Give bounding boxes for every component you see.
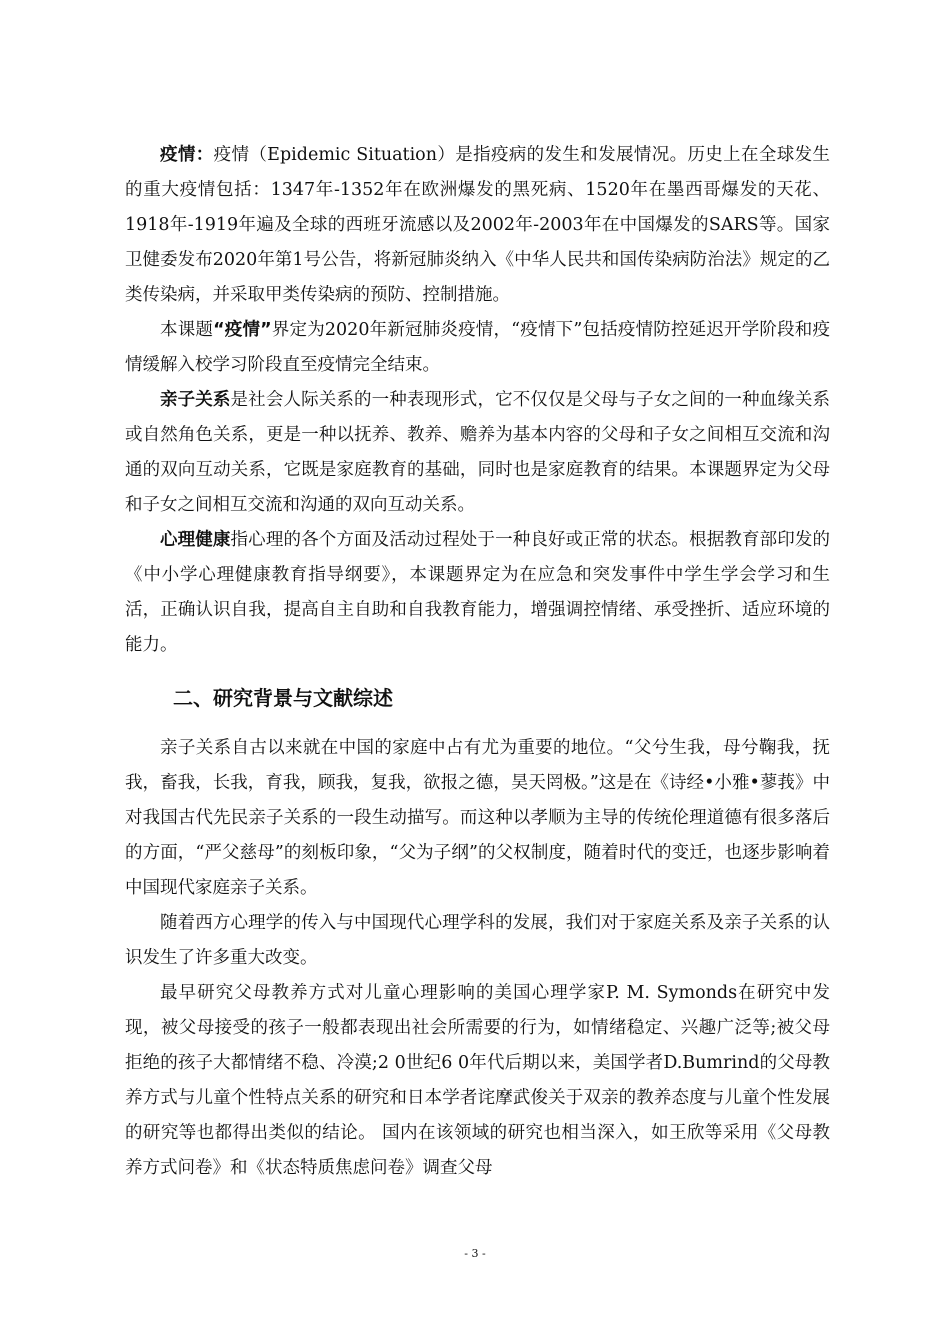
definition-mental-health-text: 指心理的各个方面及活动过程处于一种良好或正常的状态。根据教育部印发的《中小学心理健康教育指导纲要》，本课题界定为在应急和突发事件中学生学会学习和生活，正确认识自我，提高自主自助和自我教育能力，增强调控情绪、承受挫折、适应环境的能力。 [125,530,831,655]
section-heading: 二、研究背景与文献综述 [173,686,393,710]
definition-mental-health [125,523,830,663]
definition-epidemic-scope-text: 界定为2020年新冠肺炎疫情，“疫情下”包括疫情防控延迟开学阶段和疫情缓解入校学习阶段直至疫情完全结束。 [125,320,830,375]
body-paragraph: 最早研究父母教养方式对儿童心理影响的美国心理学家P. M. Symonds在研究中发现，被父母接受的孩子一般都表现出社会所需要的行为，如情绪稳定、兴趣广泛等;被父母拒绝的孩子大都情绪不稳、冷漠;2 0世纪6 0年代后期以来，美国学者D.Bumrind的父母教养方式与儿童个性特点关系的研究和日本学者诧摩武俊关于双亲的教养态度与儿童个性发展的研究等也都得出类似的结论。 国内在该领域的研究也相当深入，如王欣等采用《父母教养方式问卷》和《状态特质焦虑问卷》调查父母 [125,983,830,1178]
body-paragraph: 随着西方心理学的传入与中国现代心理学科的发展，我们对于家庭关系及亲子关系的认识发生了许多重大改变。 [125,913,830,968]
body-paragraph: 亲子关系自古以来就在中国的家庭中占有尤为重要的地位。“父兮生我，母兮鞠我，抚我，畜我，长我，育我，顾我，复我，欲报之德，昊天罔极。”这是在《诗经•小雅•蓼莪》中对我国古代先民亲子关系的一段生动描写。而这种以孝顺为主导的传统伦理道德有很多落后的方面，“严父慈母”的刻板印象，“父为子纲”的父权制度，随着时代的变迁，也逐步影响着中国现代家庭亲子关系。 [125,738,830,898]
definition-epidemic-scope [125,313,830,383]
definition-epidemic-text: 疫情（Epidemic Situation）是指疫病的发生和发展情况。历史上在全球发生的重大疫情包括：1347年-1352年在欧洲爆发的黑死病、1520年在墨西哥爆发的天花、1918年-1919年遍及全球的西班牙流感以及2002年-2003年在中国爆发的SARS等。国家卫健委发布2020年第1号公告，将新冠肺炎纳入《中华人民共和国传染病防治法》规定的乙类传染病，并采取甲类传染病的预防、控制措施。 [125,145,830,305]
term-epidemic-quoted: “疫情” [213,320,272,340]
term-mental-health: 心理健康 [160,530,231,550]
definition-epidemic-scope-prefix: 本课题 [160,320,214,340]
definition-epidemic [125,138,830,313]
term-parent-child: 亲子关系 [160,390,231,410]
definition-parent-child [125,383,830,523]
definition-parent-child-text: 是社会人际关系的一种表现形式，它不仅仅是父母与子女之间的一种血缘关系或自然角色关系，更是一种以抚养、教养、赡养为基本内容的父母和子女之间相互交流和沟通的双向互动关系，它既是家庭教育的基础，同时也是家庭教育的结果。本课题界定为父母和子女之间相互交流和沟通的双向互动关系。 [125,390,831,515]
document-page [125,138,830,1186]
page-number: - 3 - [464,1247,486,1260]
term-epidemic: 疫情： [160,145,214,165]
